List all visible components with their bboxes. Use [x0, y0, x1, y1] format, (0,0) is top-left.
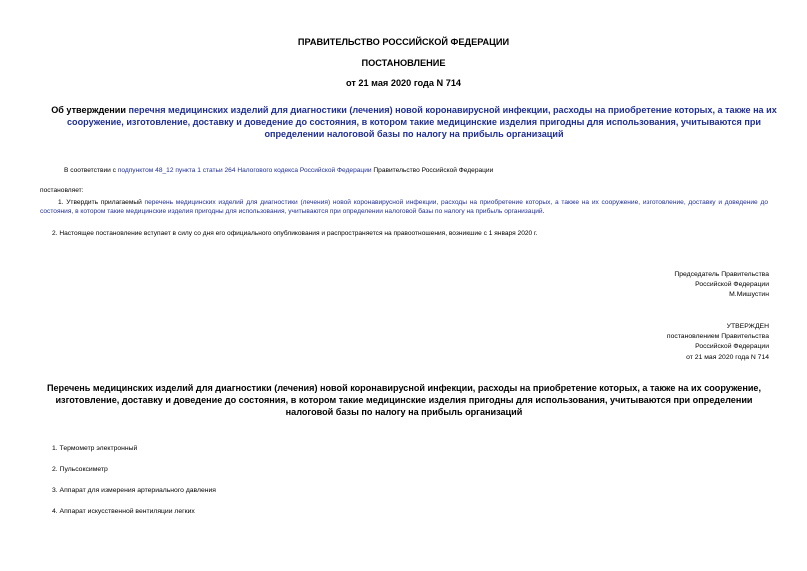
point-2: 2. Настоящее постановление вступает в силу со дня его официального опубликования и распространяется на правоотношения, возникшие с 1 января 2020 г.	[52, 230, 538, 237]
point-1-after: .	[542, 208, 545, 216]
tax-code-link[interactable]: подпунктом 48_12 пункта 1 статьи 264 Налогового кодекса Российской Федерации	[117, 167, 372, 174]
list-item: 1. Термометр электронный	[52, 445, 138, 452]
approved-line-2: постановлением Правительства	[666, 333, 769, 341]
title-list-link[interactable]: перечня медицинских изделий для диагностики (лечения) новой коронавирусной инфекции, расходы на приобретение которых, а также на их сооружение, изготовление, доставку и доведение до состояния, в котором такие медицинские изделия пригодны для использования, учитываются при определении налоговой базы по налогу на прибыль организаций	[66, 105, 777, 139]
approved-line-4: от 21 мая 2020 года N 714	[686, 353, 769, 361]
preamble-after: Правительство Российской Федерации	[371, 167, 494, 174]
document-type: ПОСТАНОВЛЕНИЕ	[361, 58, 446, 68]
list-title: Перечень медицинских изделий для диагностики (лечения) новой коронавирусной инфекции, расходы на приобретение которых, а также на их сооружение, изготовление, доставку и доведение до состояния, в котором такие медицинские изделия пригодны для использования, учитываются при определении налоговой базы по налогу на прибыль организаций	[46, 383, 762, 417]
signature-line-3: М.Мишустин	[729, 291, 769, 299]
document-date-number: от 21 мая 2020 года N 714	[345, 78, 462, 88]
decrees-word: постановляет:	[40, 187, 84, 194]
list-item: 3. Аппарат для измерения артериального давления	[52, 487, 216, 494]
point-1-list-link[interactable]: перечень медицинских изделий для диагностики (лечения) новой коронавирусной инфекции, расходы на приобретение которых, а также на их сооружение, изготовление, доставку и доведение до состояния, в котором такие медицинские изделия пригодны для использования, учитываются при определении налоговой базы по налогу на прибыль организаций	[40, 199, 768, 216]
title-prefix: Об утверждении	[51, 105, 129, 115]
government-heading: ПРАВИТЕЛЬСТВО РОССИЙСКОЙ ФЕДЕРАЦИИ	[297, 37, 510, 47]
signature-block	[674, 270, 769, 301]
preamble-before: В соответствии с	[64, 167, 118, 174]
list-item: 4. Аппарат искусственной вентиляции легких	[52, 508, 195, 515]
preamble	[64, 166, 493, 175]
point-1	[40, 198, 768, 217]
signature-line-2: Российской Федерации	[695, 281, 769, 289]
approved-block	[667, 322, 769, 363]
list-item: 2. Пульсоксиметр	[52, 466, 108, 473]
approved-line-3: Российской Федерации	[695, 343, 769, 351]
document-title	[44, 104, 784, 140]
approved-line-1: УТВЕРЖДЕН	[726, 323, 769, 330]
signature-line-1: Председатель Правительства	[674, 271, 769, 278]
point-1-before: 1. Утвердить прилагаемый	[58, 199, 145, 206]
